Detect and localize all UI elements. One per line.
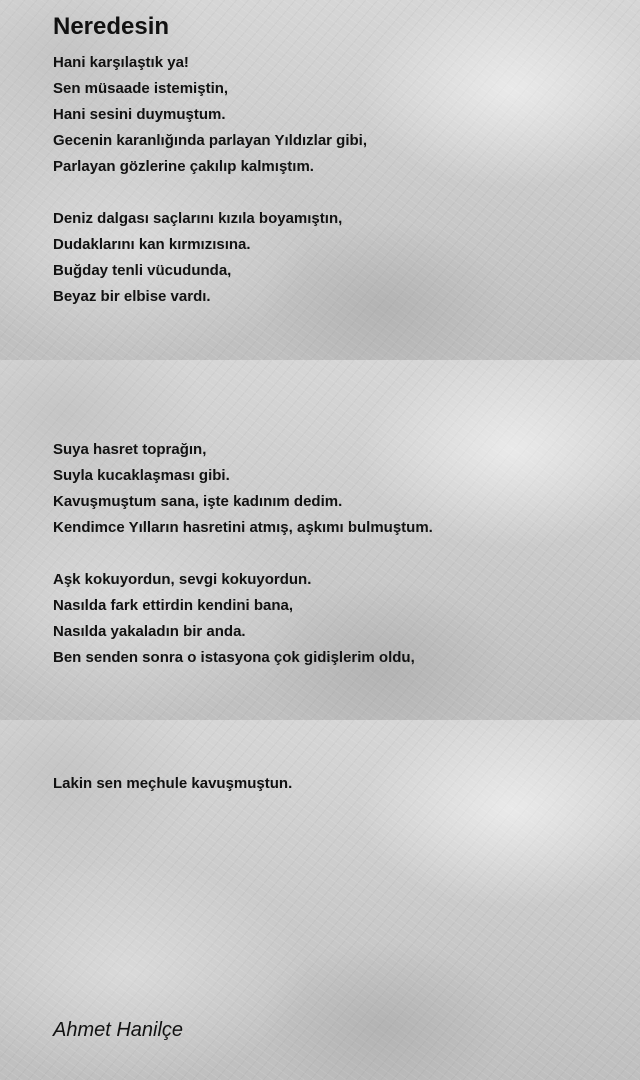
poem-line: Nasılda yakaladın bir anda. [53, 623, 246, 640]
poem-title: Neredesin [53, 13, 170, 40]
stanza-1 [53, 50, 367, 180]
poem-line: Hani sesini duymuştum. [53, 106, 226, 123]
poem-line: Nasılda fark ettirdin kendini bana, [53, 597, 294, 614]
poem-line: Deniz dalgası saçlarını kızıla boyamıştın, [53, 210, 343, 227]
poem-line: Hani karşılaştık ya! [53, 54, 189, 71]
poem-author: Ahmet Hanilçe [53, 1019, 184, 1041]
poem-line: Lakin sen meçhule kavuşmuştun. [53, 775, 293, 792]
poem-line: Beyaz bir elbise vardı. [53, 288, 211, 305]
poem-line: Suyla kucaklaşması gibi. [53, 467, 230, 484]
poem-panel-3 [0, 720, 640, 1080]
poem-line: Parlayan gözlerine çakılıp kalmıştım. [53, 158, 314, 175]
stanza-2 [53, 206, 342, 310]
poem-line: Kendimce Yılların hasretini atmış, aşkımı bulmuştum. [53, 519, 433, 536]
stanza-3 [53, 437, 433, 541]
poem-line: Sen müsaade istemiştin, [53, 80, 229, 97]
stanza-5 [53, 771, 292, 797]
poem-line: Suya hasret toprağın, [53, 441, 207, 458]
poem-line: Dudaklarını kan kırmızısına. [53, 236, 251, 253]
poem-panel-2 [0, 360, 640, 720]
poem-line: Buğday tenli vücudunda, [53, 262, 232, 279]
poem-line: Kavuşmuştum sana, işte kadınım dedim. [53, 493, 343, 510]
poem-line: Aşk kokuyordun, sevgi kokuyordun. [53, 571, 312, 588]
stanza-4 [53, 567, 415, 671]
poem-panel-1 [0, 0, 640, 360]
poem-line: Ben senden sonra o istasyona çok gidişlerim oldu, [53, 649, 415, 666]
poem-line: Gecenin karanlığında parlayan Yıldızlar gibi, [53, 132, 367, 149]
